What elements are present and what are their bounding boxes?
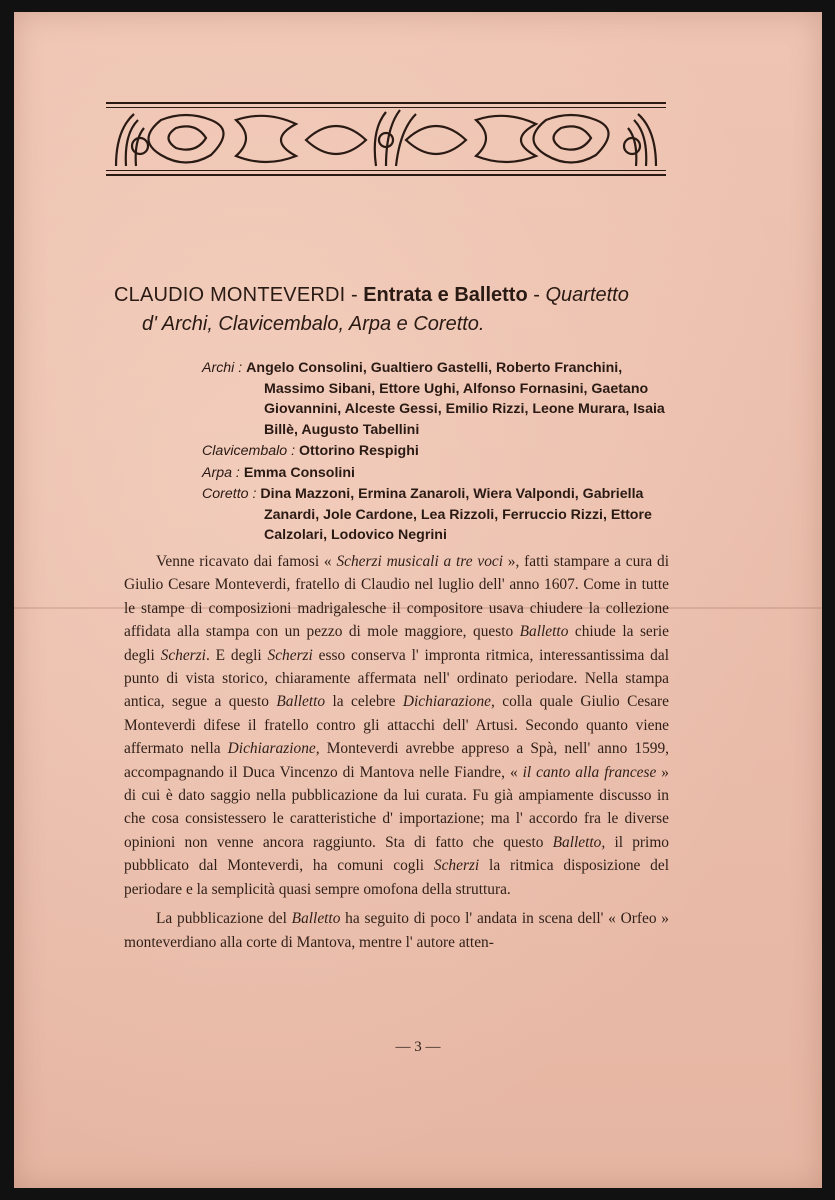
work-title: Entrata e Balletto (363, 284, 528, 306)
text-run-italic: Balletto (519, 623, 569, 641)
text-run: . E degli (205, 646, 268, 664)
performer-group-clavicembalo (202, 441, 672, 462)
program-title (114, 284, 774, 307)
performer-role: Clavicembalo : (202, 443, 296, 459)
text-run-italic: Dichiarazione, (227, 740, 320, 758)
program-page (14, 12, 822, 1188)
title-dash-2: - (533, 284, 540, 306)
text-run-italic: Balletto (291, 910, 341, 928)
paragraph-1 (124, 550, 669, 901)
text-run: chiude la serie degli (124, 623, 669, 664)
page-number: — 3 — (395, 1039, 441, 1055)
text-run-italic: Scherzi (433, 857, 480, 875)
art-nouveau-ornament-band (106, 100, 666, 178)
performer-names: Dina Mazzoni, Ermina Zanaroli, Wiera Valpondi, Gabriella Zanardi, Jole Cardone, Lea Rizzoli, Ferruccio Rizzi, Ettore Calzolari, Lodovico Negrini (260, 486, 652, 543)
scoring-line-1: Quartetto (545, 284, 629, 306)
text-run: Monteverdi avrebbe appreso a Spà, nell' anno 1599, accompagnando il Duca Vincenzo di Mantova nelle Fiandre, « (124, 740, 669, 781)
text-run-italic: Scherzi (160, 646, 206, 664)
performer-role: Arpa : (202, 464, 240, 481)
text-run: Venne ricavato dai famosi « (156, 553, 337, 570)
title-dash-1: - (350, 284, 358, 306)
text-run: esso conserva l' impronta ritmica, interessantissima dal punto di vista storico, chiaramente affermata nell' ordinato periodare. Nella stampa antica, segue a questo (124, 646, 669, 711)
performer-names: Ottorino Respighi (299, 443, 419, 459)
performer-group-coretto (202, 484, 672, 546)
text-run: », fatti stampare a cura di Giulio Cesare Monteverdi, fratello di Claudio nel luglio dell' anno 1607. Come in tutte le stampe di composizioni madrigalesche il compositore usava chiudere la collezione affidata alla stampa con un pezzo di mole maggiore, questo (124, 553, 669, 641)
text-run-italic: Scherzi musicali a tre voci (336, 553, 503, 570)
text-run: il primo pubblicato dal Monteverdi, ha comuni cogli (124, 833, 669, 875)
text-run: ha seguito di poco l' andata in scena dell' « Orfeo » monteverdiano alla corte di Mantova, mentre l' autore atten- (124, 910, 669, 951)
performer-names: Emma Consolini (243, 464, 355, 481)
performers-list (202, 358, 672, 547)
text-run-italic: Scherzi (267, 646, 313, 664)
text-run-italic: Balletto (276, 693, 326, 711)
composer-name: CLAUDIO MONTEVERDI (114, 284, 346, 306)
performer-role: Coretto : (202, 486, 257, 502)
text-run-italic: Balletto, (552, 833, 606, 851)
text-run: la ritmica disposizione del periodare e la semplicità quasi sempre omofona della struttura. (124, 857, 669, 898)
performer-group-arpa (202, 463, 672, 484)
scoring-line-2: d' Archi, Clavicembalo, Arpa e Coretto. (142, 313, 485, 335)
program-notes (124, 550, 669, 954)
paragraph-2 (124, 907, 669, 954)
text-run: » di cui è dato saggio nella pubblicazione da lui curata. Fu già ampiamente discusso in che cosa consistessero le caratteristiche d' importazione; ma l' accordo fra le diverse opinioni non venne ancora raggiunto. Sta di fatto che questo (124, 763, 670, 851)
text-run-italic: Dichiarazione, (402, 693, 495, 711)
text-run-italic: il canto alla francese (522, 763, 657, 781)
performer-group-archi (202, 358, 672, 440)
performer-names: Angelo Consolini, Gualtiero Gastelli, Roberto Franchini, Massimo Sibani, Ettore Ughi, Alfonso Fornasini, Gaetano Giovannini, Alceste Gessi, Emilio Rizzi, Leone Murara, Isaia Billè, Augusto Tabellini (246, 360, 665, 438)
text-run: la celebre (325, 693, 403, 711)
text-run: colla quale Giulio Cesare Monteverdi difese il fratello contro gli attacchi dell' Artusi. Secondo quanto viene affermato nella (124, 693, 669, 758)
performer-role: Archi : (202, 360, 243, 376)
text-run: La pubblicazione del (156, 910, 292, 928)
